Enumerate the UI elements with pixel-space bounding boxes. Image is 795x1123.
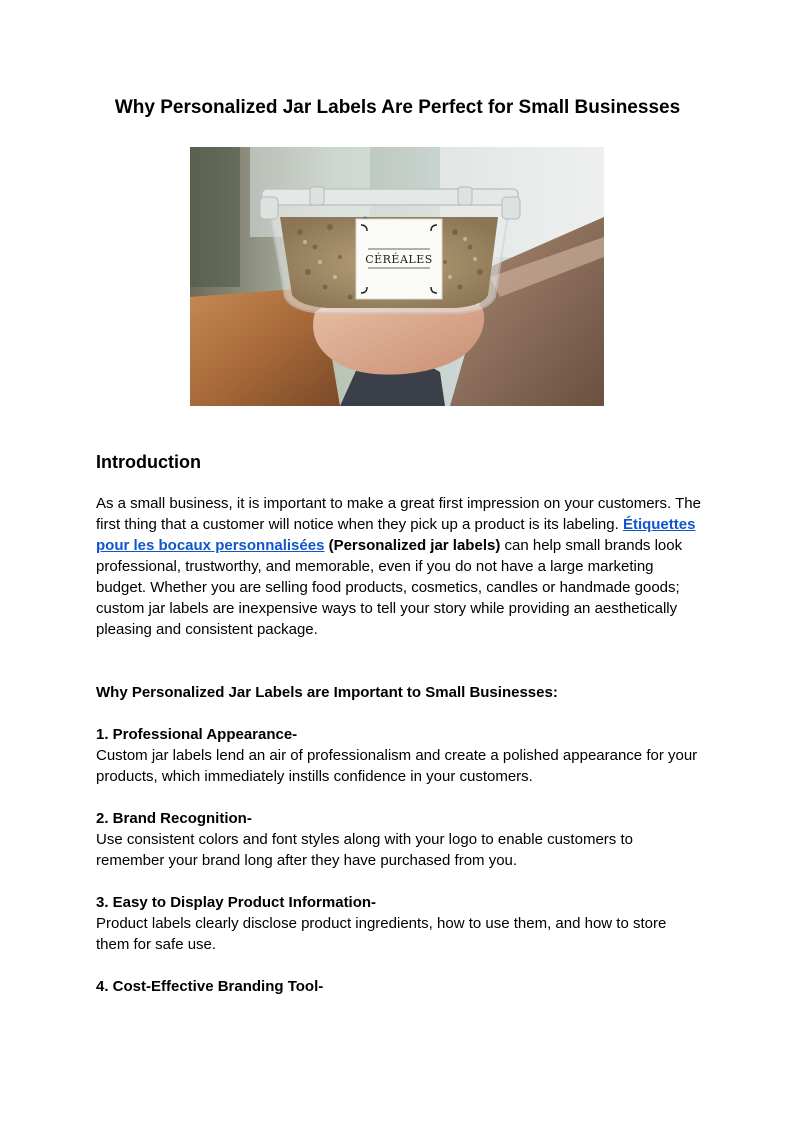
- benefit-title: 3. Easy to Display Product Information-: [96, 894, 377, 911]
- benefit-title: 4. Cost-Effective Branding Tool-: [96, 978, 324, 995]
- benefit-item: [96, 976, 702, 997]
- article-body: [96, 450, 702, 1018]
- jar-labels-link[interactable]: Étiquettes pour les bocaux personnalisées: [96, 516, 696, 554]
- intro-heading: Introduction: [96, 452, 201, 472]
- intro-text-after-link: can help small brands look professional, trustworthy, and memorable, even if you do not have a large marketing budget. Whether you are selling food products, cosmetics, candles or handmade goods; custom jar labels are inexpensive ways to tell your story while providing an aesthetically pleasing and consistent package.: [96, 537, 683, 638]
- benefit-title: 2. Brand Recognition-: [96, 810, 252, 827]
- page-title: Why Personalized Jar Labels Are Perfect for Small Businesses: [114, 97, 681, 118]
- benefit-body: Product labels clearly disclose product ingredients, how to use them, and how to store them for safe use.: [96, 915, 667, 953]
- intro-bold-translation: (Personalized jar labels): [324, 537, 501, 554]
- intro-text-before-link: As a small business, it is important to make a great first impression on your customers. The first thing that a customer will notice when they pick up a product is its labeling.: [96, 495, 701, 533]
- section-heading: Why Personalized Jar Labels are Important to Small Businesses:: [96, 684, 558, 701]
- benefit-title: 1. Professional Appearance-: [96, 726, 298, 743]
- hero-image: [190, 147, 604, 406]
- benefit-body: Use consistent colors and font styles along with your logo to enable customers to remember your brand long after they have purchased from you.: [96, 831, 633, 869]
- intro-paragraph: [96, 493, 702, 640]
- benefit-item: [96, 892, 702, 955]
- benefit-body: Custom jar labels lend an air of professionalism and create a polished appearance for your products, which immediately instills confidence in your customers.: [96, 747, 698, 785]
- jar-label-text: CÉRÉALES: [365, 253, 433, 266]
- jar-photo-illustration: [190, 147, 604, 406]
- benefit-item: [96, 724, 702, 787]
- benefit-item: [96, 808, 702, 871]
